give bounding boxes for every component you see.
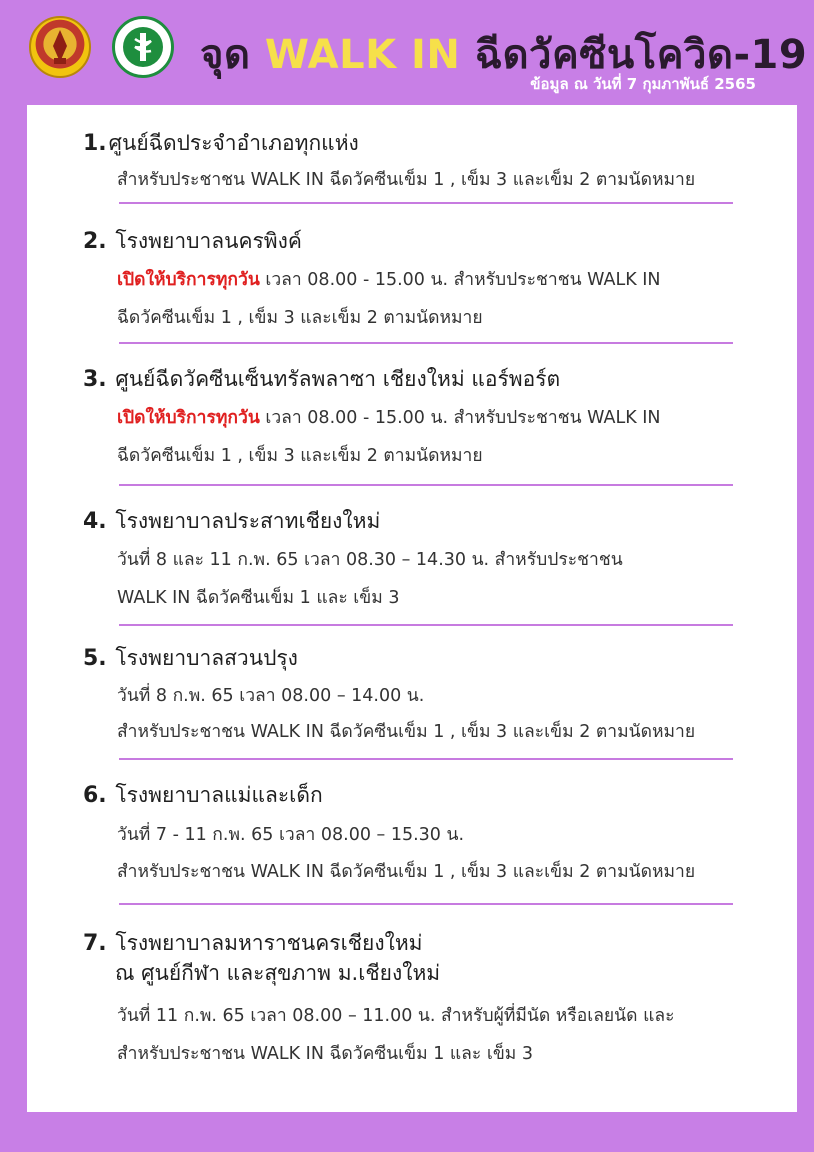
item-detail: วันที่ 7 - 11 ก.พ. 65 เวลา 08.00 – 15.30 น. — [117, 825, 465, 845]
item-detail-2: สำหรับประชาชน WALK IN ฉีดวัคซีนเข็ม 1 , เข็ม 3 และเข็ม 2 ตามนัดหมาย — [117, 862, 696, 882]
page-title: จุด WALK IN ฉีดวัคซีนโควิด-19 — [200, 32, 808, 78]
item-title: 4. โรงพยาบาลประสาทเชียงใหม่ — [83, 509, 381, 534]
divider — [119, 624, 733, 626]
item-title: 1.ศูนย์ฉีดประจำอำเภอทุกแห่ง — [83, 131, 359, 156]
ministry-of-public-health-logo — [112, 16, 174, 78]
item-detail-2: ฉีดวัคซีนเข็ม 1 , เข็ม 3 และเข็ม 2 ตามนัดหมาย — [117, 446, 483, 466]
item-detail-2: WALK IN ฉีดวัคซีนเข็ม 1 และ เข็ม 3 — [117, 588, 400, 608]
item-detail: วันที่ 8 และ 11 ก.พ. 65 เวลา 08.30 – 14.30 น. สำหรับประชาชน — [117, 550, 623, 570]
divider — [119, 758, 733, 760]
item-detail-2: สำหรับประชาชน WALK IN ฉีดวัคซีนเข็ม 1 และ เข็ม 3 — [117, 1044, 534, 1064]
item-detail-2: สำหรับประชาชน WALK IN ฉีดวัคซีนเข็ม 1 , เข็ม 3 และเข็ม 2 ตามนัดหมาย — [117, 722, 696, 742]
item-title: 7. โรงพยาบาลมหาราชนครเชียงใหม่ — [83, 931, 423, 956]
divider — [119, 484, 733, 486]
item-title: 6. โรงพยาบาลแม่และเด็ก — [83, 783, 323, 808]
item-title: 3. ศูนย์ฉีดวัคซีนเซ็นทรัลพลาซา เชียงใหม่ แอร์พอร์ต — [83, 367, 561, 392]
divider — [119, 202, 733, 204]
item-detail: เปิดให้บริการทุกวัน เวลา 08.00 - 15.00 น. สำหรับประชาชน WALK IN — [117, 408, 661, 428]
data-date-subtitle: ข้อมูล ณ วันที่ 7 กุมภาพันธ์ 2565 — [530, 75, 756, 93]
divider — [119, 342, 733, 344]
content-panel — [27, 105, 797, 1112]
header — [0, 0, 814, 105]
item-title: 5. โรงพยาบาลสวนปรุง — [83, 646, 298, 671]
provincial-seal-logo — [29, 16, 91, 78]
item-title: 2. โรงพยาบาลนครพิงค์ — [83, 229, 302, 254]
item-detail-2: ฉีดวัคซีนเข็ม 1 , เข็ม 3 และเข็ม 2 ตามนัดหมาย — [117, 308, 483, 328]
divider — [119, 903, 733, 905]
item-detail: วันที่ 11 ก.พ. 65 เวลา 08.00 – 11.00 น. สำหรับผู้ที่มีนัด หรือเลยนัด และ — [117, 1006, 675, 1026]
item-detail: วันที่ 8 ก.พ. 65 เวลา 08.00 – 14.00 น. — [117, 686, 425, 706]
item-detail: เปิดให้บริการทุกวัน เวลา 08.00 - 15.00 น. สำหรับประชาชน WALK IN — [117, 270, 661, 290]
item-title-2: ณ ศูนย์กีฬา และสุขภาพ ม.เชียงใหม่ — [115, 961, 441, 985]
item-detail: สำหรับประชาชน WALK IN ฉีดวัคซีนเข็ม 1 , เข็ม 3 และเข็ม 2 ตามนัดหมาย — [117, 170, 696, 190]
